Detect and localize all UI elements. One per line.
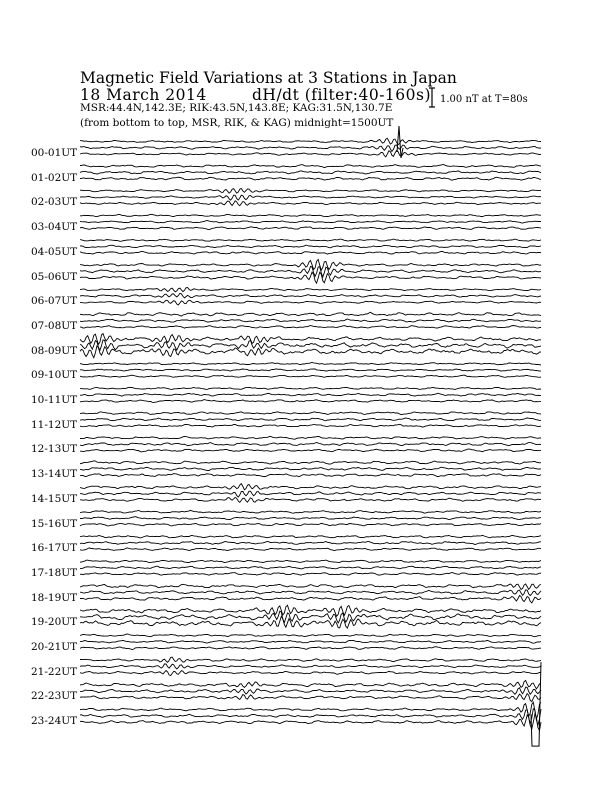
station-trace <box>80 312 541 316</box>
station-trace <box>80 319 541 322</box>
station-trace <box>80 214 541 216</box>
station-trace <box>80 300 541 305</box>
station-trace <box>80 400 541 403</box>
station-trace <box>80 664 541 669</box>
station-trace <box>80 227 541 230</box>
station-trace <box>80 326 541 329</box>
spike-trace <box>397 126 403 158</box>
station-trace <box>80 387 541 389</box>
station-trace <box>80 517 541 520</box>
hour-label: 19-20UT <box>31 616 78 629</box>
station-trace <box>80 647 541 650</box>
station-trace <box>80 542 541 545</box>
station-trace <box>80 251 541 254</box>
station-order-note: (from bottom to top, MSR, RIK, & KAG) midnight=1500UT <box>80 117 394 129</box>
station-trace <box>80 334 541 345</box>
station-trace <box>80 681 541 689</box>
hour-label: 08-09UT <box>31 344 78 357</box>
trace-group <box>80 126 541 746</box>
station-trace <box>80 171 541 174</box>
hour-label: 18-19UT <box>31 591 78 604</box>
station-trace <box>80 138 541 144</box>
hour-label: 21-22UT <box>31 665 78 678</box>
hour-label: 00-01UT <box>31 147 78 159</box>
hour-label: 09-10UT <box>31 369 78 382</box>
station-trace <box>80 177 541 180</box>
station-trace <box>80 436 541 439</box>
station-trace <box>80 239 541 241</box>
station-trace <box>80 145 541 151</box>
station-trace <box>80 165 541 168</box>
station-trace <box>80 484 541 490</box>
station-trace <box>80 605 541 616</box>
station-trace <box>80 535 541 538</box>
hour-label: 15-16UT <box>31 517 78 530</box>
station-trace <box>80 497 541 502</box>
station-trace <box>80 474 541 477</box>
station-trace <box>80 449 541 452</box>
station-trace <box>80 393 541 396</box>
station-trace <box>80 590 541 596</box>
hour-label: 11-12UT <box>31 418 78 431</box>
station-trace <box>80 523 541 526</box>
hour-label: 22-23UT <box>31 690 78 703</box>
station-trace <box>80 221 541 223</box>
chart-title: Magnetic Field Variations at 3 Stations in Japan <box>80 69 457 87</box>
hour-label: 06-07UT <box>31 295 78 308</box>
station-trace <box>80 189 541 194</box>
station-trace <box>80 657 541 662</box>
station-trace <box>80 245 541 248</box>
station-coordinates: MSR:44.4N,142.3E; RIK:43.5N,143.8E; KAG:31.5N,130.7E <box>80 102 393 114</box>
station-trace <box>80 443 541 446</box>
station-trace <box>80 375 541 377</box>
hour-label: 12-13UT <box>31 443 78 456</box>
station-trace <box>80 467 541 470</box>
hour-label: 02-03UT <box>31 196 78 209</box>
hour-label: 13-14UT <box>31 468 78 481</box>
station-trace <box>80 461 541 464</box>
station-trace <box>80 510 541 513</box>
station-trace <box>80 640 541 643</box>
station-trace <box>80 259 541 270</box>
hour-label: 01-02UT <box>31 171 78 184</box>
station-trace <box>80 346 541 358</box>
hour-label: 20-21UT <box>31 641 78 653</box>
hour-label: 07-08UT <box>31 319 78 332</box>
station-trace <box>80 611 541 623</box>
scale-label: 1.00 nT at T=80s <box>440 94 528 105</box>
station-trace <box>80 566 541 569</box>
station-trace <box>80 634 541 637</box>
hour-label: 14-15UT <box>31 492 78 505</box>
hour-label: 16-17UT <box>31 542 78 555</box>
hour-label: 05-06UT <box>31 270 78 283</box>
station-trace <box>80 573 541 576</box>
station-trace <box>80 201 541 206</box>
station-trace <box>80 491 541 497</box>
station-trace <box>80 340 541 350</box>
station-trace <box>80 363 541 366</box>
station-trace <box>80 596 541 603</box>
station-trace <box>80 687 541 694</box>
chart-quantity: dH/dt (filter:40-160s) <box>252 86 432 104</box>
station-trace <box>80 424 541 427</box>
station-trace <box>80 412 541 415</box>
station-trace <box>80 694 541 702</box>
station-trace <box>80 418 541 421</box>
hour-label: 23-24UT <box>31 715 78 728</box>
hour-label: 03-04UT <box>31 221 78 234</box>
station-trace <box>80 272 541 283</box>
hour-label: 10-11UT <box>31 394 78 406</box>
station-trace <box>80 548 541 551</box>
station-trace <box>80 288 541 292</box>
station-trace <box>80 369 541 371</box>
chart-date: 18 March 2014 <box>80 86 207 104</box>
hour-label: 17-18UT <box>31 566 78 579</box>
station-trace <box>80 560 541 563</box>
station-trace <box>80 293 541 298</box>
station-trace <box>80 671 541 676</box>
station-trace <box>80 584 541 590</box>
hour-label: 04-05UT <box>31 245 78 258</box>
station-trace <box>80 195 541 200</box>
station-trace <box>80 150 541 157</box>
